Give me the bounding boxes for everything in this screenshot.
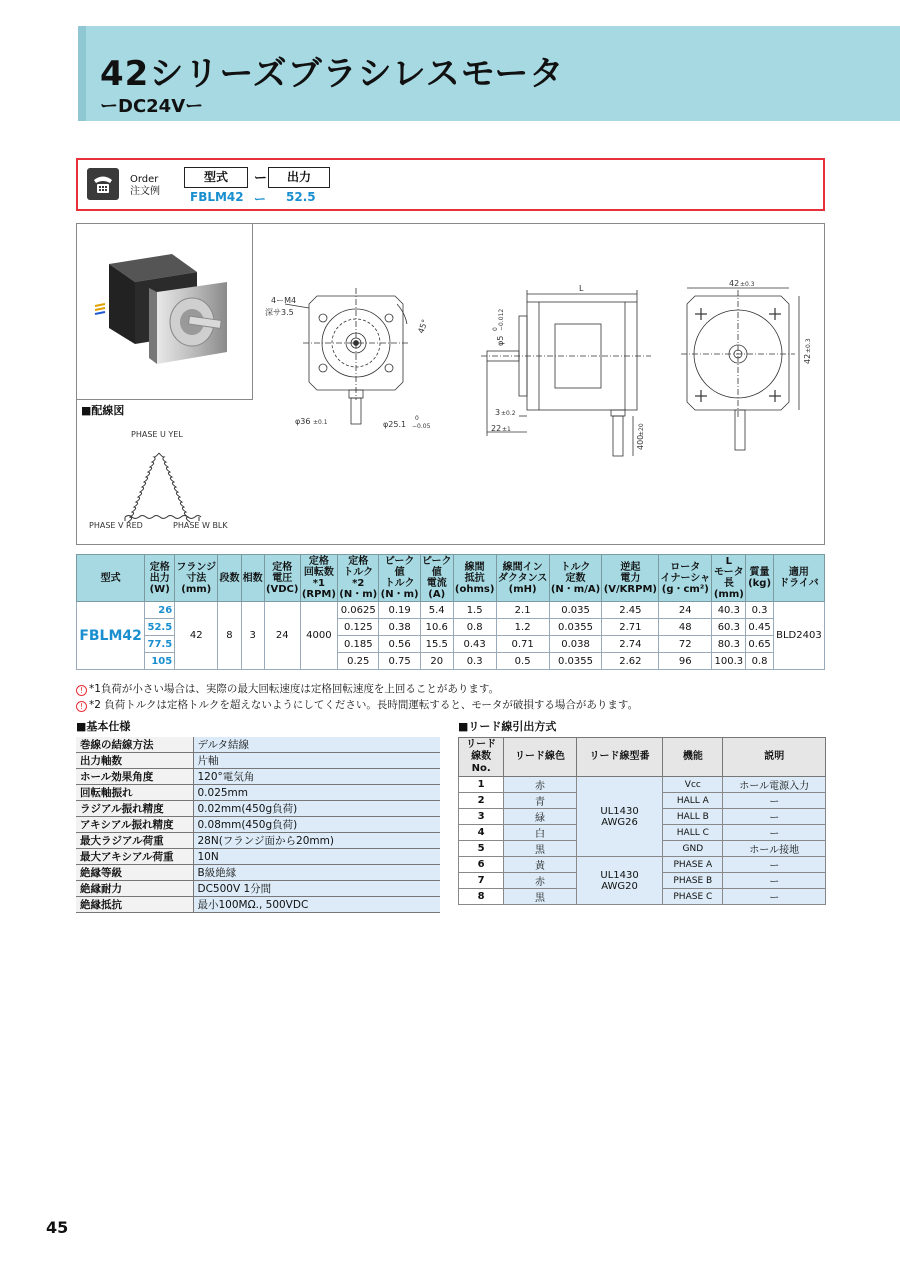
lead-column-header: 機能 <box>663 738 723 777</box>
dim-42-vertical: 42 <box>803 353 812 364</box>
order-output-header: 出力 <box>268 167 330 188</box>
order-example-box <box>76 158 825 211</box>
inertia-cell: 24 <box>659 602 712 619</box>
peak-current-cell: 10.6 <box>420 619 453 636</box>
inertia-cell: 48 <box>659 619 712 636</box>
lead-color-cell: 赤 <box>504 777 577 793</box>
table-row <box>76 737 440 753</box>
lead-function-cell: HALL C <box>663 825 723 841</box>
inertia-cell: 96 <box>659 653 712 670</box>
lead-description-cell: ー <box>723 889 826 905</box>
lead-function-cell: PHASE A <box>663 857 723 873</box>
wiring-triangle <box>125 453 201 522</box>
lead-color-cell: 青 <box>504 793 577 809</box>
lead-color-cell: 赤 <box>504 873 577 889</box>
spec-header-row <box>77 555 825 602</box>
spec-key: 絶縁耐力 <box>76 881 193 897</box>
torque-const-cell: 0.035 <box>549 602 602 619</box>
spec-column-header: ピーク 値 トルク (N・m) <box>380 556 419 600</box>
dim-d25-tol-top: 0 <box>415 415 419 422</box>
lead-color-cell: 黒 <box>504 841 577 857</box>
basic-spec-title: ■基本仕様 <box>76 720 131 733</box>
order-label-en: Order <box>130 174 159 185</box>
spec-value: 片軸 <box>193 753 440 769</box>
lead-number-cell: 3 <box>459 809 504 825</box>
inductance-cell: 1.2 <box>496 619 549 636</box>
spec-column-header: ロータ イナーシャ (g・cm²) <box>659 555 712 602</box>
dim-400-tol: ±20 <box>638 423 645 436</box>
table-row <box>76 785 440 801</box>
spec-value: 10N <box>193 849 440 865</box>
note-2 <box>76 697 638 713</box>
lead-table-title: ■リード線引出方式 <box>458 720 557 733</box>
phase-u-label: PHASE U YEL <box>131 430 183 439</box>
length-cell: 100.3 <box>712 653 746 670</box>
wiring-diagram-title: ■配線図 <box>81 404 125 417</box>
dim-d5-tol-top: 0 <box>492 327 499 331</box>
lead-type-cell: UL1430 AWG20 <box>576 857 662 905</box>
lead-description-cell: ー <box>723 857 826 873</box>
dimension-drawings <box>77 224 826 546</box>
dim-depth: 深サ3.5 <box>265 308 294 317</box>
rpm-cell: 4000 <box>300 602 337 670</box>
spec-column-header: 質量 (kg) <box>746 555 774 602</box>
lead-number-cell: 5 <box>459 841 504 857</box>
torque-cell: 0.185 <box>338 636 379 653</box>
torque-cell: 0.25 <box>338 653 379 670</box>
spec-column-header: 逆起 電力 (V/KRPM) <box>602 555 659 602</box>
spec-column-header: 定格 トルク *2 (N・m) <box>339 556 378 600</box>
page-header <box>78 26 900 121</box>
drawing-panel <box>76 223 825 545</box>
spec-column-header: 段数 <box>218 555 241 602</box>
order-label-jp: 注文例 <box>130 186 160 197</box>
table-row <box>76 881 440 897</box>
spec-value: 0.02mm(450g負荷) <box>193 801 440 817</box>
torque-const-cell: 0.038 <box>549 636 602 653</box>
lead-type-cell: UL1430 AWG26 <box>576 777 662 857</box>
order-label <box>130 174 160 198</box>
output-cell: 52.5 <box>145 619 175 636</box>
spec-key: 絶縁抵抗 <box>76 897 193 913</box>
inductance-cell: 0.71 <box>496 636 549 653</box>
lead-description-cell: ホール接地 <box>723 841 826 857</box>
lead-header-row <box>459 738 826 777</box>
flange-cell: 42 <box>175 602 218 670</box>
lead-description-cell: ー <box>723 809 826 825</box>
spec-column-header: 線間イン ダクタンス (mH) <box>496 555 549 602</box>
phone-order-icon <box>87 168 119 200</box>
dim-d5-tol: −0.012 <box>498 308 505 331</box>
lead-function-cell: HALL B <box>663 809 723 825</box>
lead-description-cell: ー <box>723 793 826 809</box>
order-output-value: 52.5 <box>286 190 316 204</box>
length-cell: 60.3 <box>712 619 746 636</box>
phase-v-label: PHASE V RED <box>89 521 143 530</box>
spec-value: B級絶縁 <box>193 865 440 881</box>
mass-cell: 0.8 <box>746 653 774 670</box>
dim-42-horizontal-tol: ±0.3 <box>740 281 755 288</box>
peak-torque-cell: 0.19 <box>379 602 420 619</box>
dim-d36-tol: ±0.1 <box>313 419 328 426</box>
resistance-cell: 0.8 <box>453 619 496 636</box>
spec-key: 最大ラジアル荷重 <box>76 833 193 849</box>
spec-key: 出力軸数 <box>76 753 193 769</box>
spec-column-header: トルク 定数 (N・m/A) <box>549 555 602 602</box>
note-1-text: *1負荷が小さい場合は、実際の最大回転速度は定格回転速度を上回ることがあります。 <box>89 683 500 695</box>
spec-key: ホール効果角度 <box>76 769 193 785</box>
page-title: 42シリーズブラシレスモータ <box>100 54 565 94</box>
dim-d5: φ5 <box>496 335 505 346</box>
basic-spec-table <box>76 737 440 913</box>
table-row <box>76 849 440 865</box>
back-emf-cell: 2.45 <box>602 602 659 619</box>
lead-number-cell: 7 <box>459 873 504 889</box>
table-row <box>76 865 440 881</box>
spec-key: 最大アキシアル荷重 <box>76 849 193 865</box>
resistance-cell: 0.43 <box>453 636 496 653</box>
spec-column-header: 線間 抵抗 (ohms) <box>453 555 496 602</box>
peak-torque-cell: 0.38 <box>379 619 420 636</box>
peak-current-cell: 20 <box>420 653 453 670</box>
spec-key: 回転軸振れ <box>76 785 193 801</box>
order-model-header: 型式 <box>184 167 248 188</box>
spec-column-header: 定格 電圧 (VDC) <box>264 555 300 602</box>
length-cell: 40.3 <box>712 602 746 619</box>
torque-const-cell: 0.0355 <box>549 619 602 636</box>
table-row <box>76 897 440 913</box>
peak-current-cell: 15.5 <box>420 636 453 653</box>
peak-current-cell: 5.4 <box>420 602 453 619</box>
caution-icon: ! <box>76 685 87 696</box>
lead-column-header: 説明 <box>723 738 826 777</box>
dim-L: L <box>579 284 584 293</box>
back-emf-cell: 2.74 <box>602 636 659 653</box>
spec-table <box>76 554 825 670</box>
table-row <box>77 602 825 619</box>
table-row <box>76 753 440 769</box>
spec-column-header: 定格 回転数 *1 (RPM) <box>301 556 336 600</box>
spec-column-header: L モータ 長 (mm) <box>713 556 744 600</box>
spec-column-header: 適用 ドライバ <box>773 555 824 602</box>
lead-number-cell: 1 <box>459 777 504 793</box>
lead-column-header: リード線色 <box>504 738 577 777</box>
lead-description-cell: ホール電源入力 <box>723 777 826 793</box>
lead-function-cell: HALL A <box>663 793 723 809</box>
lead-color-cell: 白 <box>504 825 577 841</box>
length-cell: 80.3 <box>712 636 746 653</box>
lead-wire-table <box>458 737 826 905</box>
dim-m4: 4ーM4 <box>271 296 297 305</box>
inductance-cell: 0.5 <box>496 653 549 670</box>
dim-42-horizontal: 42 <box>729 279 740 288</box>
spec-value: DC500V 1分間 <box>193 881 440 897</box>
lead-number-cell: 6 <box>459 857 504 873</box>
page-subtitle: ーDC24Vー <box>100 96 204 117</box>
spec-column-header: 型式 <box>77 555 145 602</box>
lead-function-cell: PHASE C <box>663 889 723 905</box>
torque-cell: 0.125 <box>338 619 379 636</box>
rear-view-drawing <box>681 288 799 450</box>
spec-value: 0.025mm <box>193 785 440 801</box>
spec-value: 120°電気角 <box>193 769 440 785</box>
front-view-drawing <box>285 288 409 424</box>
lead-function-cell: GND <box>663 841 723 857</box>
dim-22-tol: ±1 <box>502 426 511 433</box>
table-row <box>459 777 826 793</box>
mass-cell: 0.65 <box>746 636 774 653</box>
dim-400: 400 <box>636 434 645 450</box>
phases-cell: 3 <box>241 602 264 670</box>
header-accent-bar <box>78 26 86 121</box>
dim-d36: φ36 <box>295 417 311 426</box>
lead-color-cell: 黄 <box>504 857 577 873</box>
spec-value: デルタ結線 <box>193 737 440 753</box>
dim-angle: 45° <box>416 318 430 335</box>
spec-value: 28N(フランジ面から20mm) <box>193 833 440 849</box>
spec-value: 最小100MΩ., 500VDC <box>193 897 440 913</box>
spec-value: 0.08mm(450g負荷) <box>193 817 440 833</box>
lead-color-cell: 黒 <box>504 889 577 905</box>
voltage-cell: 24 <box>264 602 300 670</box>
order-dash: ー <box>254 171 268 186</box>
table-row <box>459 857 826 873</box>
peak-torque-cell: 0.56 <box>379 636 420 653</box>
torque-cell: 0.0625 <box>338 602 379 619</box>
back-emf-cell: 2.62 <box>602 653 659 670</box>
order-model-value: FBLM42 <box>190 190 244 204</box>
table-row <box>76 833 440 849</box>
note-1 <box>76 681 638 697</box>
lead-color-cell: 緑 <box>504 809 577 825</box>
inertia-cell: 72 <box>659 636 712 653</box>
dim-3-tol: ±0.2 <box>501 410 516 417</box>
phase-w-label: PHASE W BLK <box>173 521 228 530</box>
page-number: 45 <box>46 1218 69 1237</box>
lead-description-cell: ー <box>723 873 826 889</box>
mass-cell: 0.45 <box>746 619 774 636</box>
lead-number-cell: 4 <box>459 825 504 841</box>
model-cell: FBLM42 <box>77 602 145 670</box>
dim-42-vertical-tol: ±0.3 <box>805 338 812 353</box>
back-emf-cell: 2.71 <box>602 619 659 636</box>
spec-key: 絶縁等級 <box>76 865 193 881</box>
output-cell: 105 <box>145 653 175 670</box>
lead-number-cell: 8 <box>459 889 504 905</box>
dim-22: 22 <box>491 424 502 433</box>
dim-3: 3 <box>495 408 501 417</box>
output-cell: 26 <box>145 602 175 619</box>
lead-function-cell: PHASE B <box>663 873 723 889</box>
spec-key: ラジアル振れ精度 <box>76 801 193 817</box>
table-row <box>76 801 440 817</box>
output-cell: 77.5 <box>145 636 175 653</box>
spec-column-header: フランジ 寸法 (mm) <box>175 555 218 602</box>
stages-cell: 8 <box>218 602 241 670</box>
spec-column-header: 相数 <box>241 555 264 602</box>
lead-description-cell: ー <box>723 825 826 841</box>
spec-key: アキシアル振れ精度 <box>76 817 193 833</box>
table-row <box>76 817 440 833</box>
inductance-cell: 2.1 <box>496 602 549 619</box>
resistance-cell: 0.3 <box>453 653 496 670</box>
notes <box>76 681 638 713</box>
table-row <box>76 769 440 785</box>
caution-icon: ! <box>76 701 87 712</box>
resistance-cell: 1.5 <box>453 602 496 619</box>
spec-column-header: 定格 出力 (W) <box>145 555 175 602</box>
spec-column-header: ピーク 値 電流 (A) <box>421 556 452 600</box>
dim-d25-tol-bot: −0.05 <box>412 423 431 430</box>
spec-key: 巻線の結線方法 <box>76 737 193 753</box>
note-2-text: *2 負荷トルクは定格トルクを超えないようにしてください。長時間運転すると、モータが破損する場合があります。 <box>89 699 639 711</box>
lead-function-cell: Vcc <box>663 777 723 793</box>
lead-column-header: リード線型番 <box>576 738 662 777</box>
lead-number-cell: 2 <box>459 793 504 809</box>
lead-column-header: リード 線数 No. <box>459 738 504 777</box>
peak-torque-cell: 0.75 <box>379 653 420 670</box>
order-dash-value: ー <box>254 192 267 206</box>
dim-d25: φ25.1 <box>383 420 407 429</box>
torque-const-cell: 0.0355 <box>549 653 602 670</box>
driver-cell: BLD2403 <box>773 602 824 670</box>
mass-cell: 0.3 <box>746 602 774 619</box>
